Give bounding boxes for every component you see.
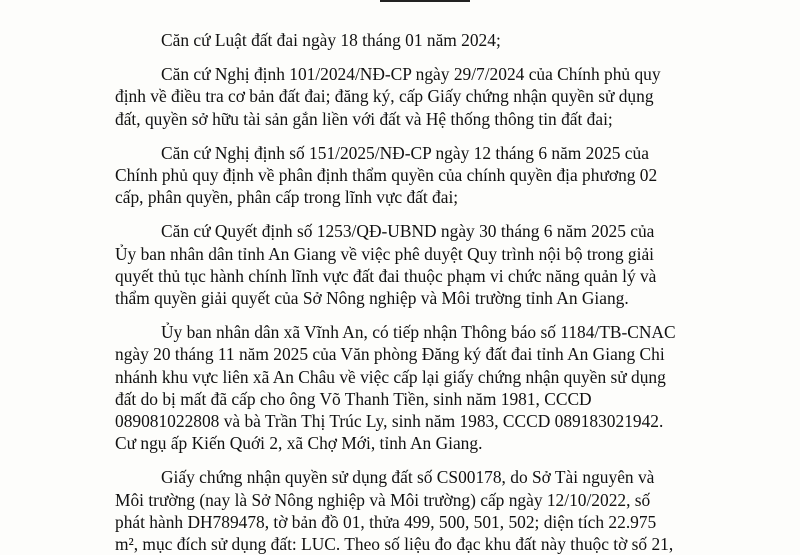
text-line: Chính phủ quy định về phân định thẩm quyền của chính quyền địa phương 02 — [115, 165, 658, 186]
text-line: ngày 20 tháng 11 năm 2025 của Văn phòng Đăng ký đất đai tỉnh An Giang Chi — [115, 344, 665, 365]
text-line: Căn cứ Nghị định số 151/2025/NĐ-CP ngày 12 tháng 6 năm 2025 của — [161, 142, 649, 163]
text-line: Ủy ban nhân dân tỉnh An Giang về việc phê duyệt Quy trình nội bộ trong giải — [115, 243, 655, 264]
text-line: thẩm quyền giải quyết của Sở Nông nghiệp và Môi trường tỉnh An Giang. — [115, 288, 629, 309]
paragraph-certificate-cs00178 — [115, 466, 715, 555]
text-line: đất, quyền sở hữu tài sản gắn liền với đất và Hệ thống thông tin đất đai; — [115, 108, 613, 129]
text-line: quyết thủ tục hành chính lĩnh vực đất đai thuộc phạm vi chức năng quản lý và — [115, 265, 657, 286]
paragraph-decision-1253 — [115, 220, 715, 309]
paragraph-notice-1184 — [115, 321, 715, 454]
text-line: phát hành DH789478, tờ bản đồ 01, thửa 499, 500, 501, 502; diện tích 22.975 — [115, 511, 657, 532]
paragraph-decree-101 — [115, 63, 715, 130]
text-line: định về điều tra cơ bản đất đai; đăng ký, cấp Giấy chứng nhận quyền sử dụng — [115, 86, 654, 107]
text-line: m², mục đích sử dụng đất: LUC. Theo số liệu đo đạc khu đất này thuộc tờ số 21, — [115, 534, 674, 555]
text-line: cấp, phân quyền, phân cấp trong lĩnh vực đất đai; — [115, 187, 459, 208]
text-line: đất do bị mất đã cấp cho ông Võ Thanh Tiền, sinh năm 1981, CCCD — [115, 388, 592, 409]
text-line: Cư ngụ ấp Kiến Quới 2, xã Chợ Mới, tỉnh An Giang. — [115, 433, 483, 454]
text-line: Môi trường (nay là Sở Nông nghiệp và Môi trường) cấp ngày 12/10/2022, số — [115, 489, 651, 510]
text-line: Căn cứ Nghị định 101/2024/NĐ-CP ngày 29/7/2024 của Chính phủ quy — [161, 64, 661, 85]
document-body — [115, 29, 715, 555]
text-line: 089081022808 và bà Trần Thị Trúc Ly, sinh năm 1983, CCCD 089183021942. — [115, 411, 664, 432]
text-line: Căn cứ Quyết định số 1253/QĐ-UBND ngày 30 tháng 6 năm 2025 của — [161, 221, 655, 242]
text-line: Căn cứ Luật đất đai ngày 18 tháng 01 năm 2024; — [161, 30, 501, 50]
paragraph-decree-151 — [115, 142, 715, 209]
header-underline — [380, 0, 470, 2]
paragraph-legal-basis-land-law — [115, 29, 715, 51]
text-line: nhánh khu vực liên xã An Châu về việc cấp lại giấy chứng nhận quyền sử dụng — [115, 366, 666, 387]
text-line: Giấy chứng nhận quyền sử dụng đất số CS00178, do Sở Tài nguyên và — [161, 467, 655, 488]
text-line: Ủy ban nhân dân xã Vĩnh An, có tiếp nhận Thông báo số 1184/TB-CNAC — [161, 322, 676, 343]
